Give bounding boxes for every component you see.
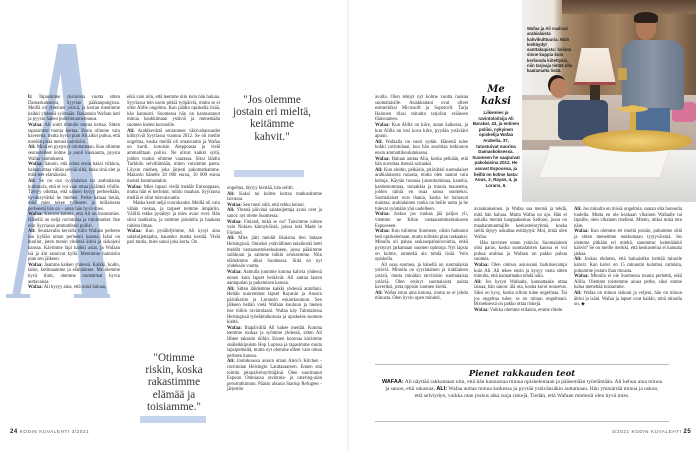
page-gutter — [347, 0, 349, 450]
speaker-label: Wafaa: — [227, 219, 242, 225]
speaker-label: Wafaa: — [227, 202, 242, 208]
pull-quote-2-bar — [140, 416, 206, 423]
paragraph-text: Se on osa syyrialaista tai arabialaista kulttuuria, että et voi vain ottaa ja lähteä vihille. Täytyy odottaa, että nainen kysyy perheeltään, hyväksyvätkö he miehen. Perhe haluaa tietää, mitä mies tekee työkseen ja millaisesta perheestä hän on – onko hän hyvä mies. — [28, 178, 120, 212]
page-number-left: 24 — [10, 429, 18, 435]
speaker-label: Ali: — [574, 290, 582, 296]
paragraph — [574, 229, 682, 257]
speaker-label: Ali: — [574, 257, 582, 263]
paragraph-text: avarakatseinen, ja Wafaa saa mennä ja tehdä, mitä hän haluaa. Mutta Wafaa on ujo. Hän ei uskalla mennä kauppakeskus Selloon, jossa on maahanmuuttajille keskusteluryhmä, koska siellä täytyy uskaltaa esittäytyä: Moi, minä olen Wafaa. — [474, 207, 567, 240]
speaker-label: Ali: — [28, 145, 36, 151]
drop-cap-serif-left — [6, 294, 30, 298]
paragraph — [574, 257, 682, 274]
paragraph-text: Minä en pystynyt odottamaan. Kun olimme seurustelleet kolme ja puoli kuukautta, pyysin Wafaa vaimokseni. — [28, 145, 121, 162]
speaker-label: Ali: — [474, 279, 482, 285]
paragraph — [375, 291, 468, 302]
speaker-label: Wafaa: — [375, 122, 390, 128]
speaker-label: Ali: — [375, 290, 383, 296]
pull-quote-1: "Jos olemme jostain eri mieltä, keitämme kahvit." — [233, 94, 311, 143]
paragraph — [474, 241, 567, 263]
woman-figure — [550, 78, 568, 98]
paragraph-text: Yhtenä päivänä salakuljettaja avasi ovet ja sanoi: nyt olette Suomessa. — [227, 208, 322, 219]
text-column-1 — [28, 95, 120, 291]
paragraph-text: Matka kesti neljä vuorokautta. Meillä oli vain vähän ruokaa, ja tarpeet teimme ämpäriin. Välillä rekka pysähtyi ja mies avasi ovet. Hän siirsi laatikoita, ja saimme jaloitella ja haukata raitista ilmaa. — [127, 201, 220, 229]
paragraph — [28, 263, 120, 285]
speaker-label: Wafaa: — [28, 162, 43, 168]
text-column-5 — [474, 207, 567, 313]
paragraph — [28, 162, 120, 179]
speaker-label: Wafaa: — [227, 269, 242, 275]
speaker-label: Wafaa: — [28, 285, 43, 291]
paragraph-text: Finland, mikä se on? Tunsimme nimen vain Nokian kännyköistä, joissa luki Made in Finland. — [227, 219, 323, 236]
paragraph — [28, 123, 120, 145]
paragraph-text: Jos minulla on töissä ongelmia, saatan olla huonolla tuulella. Mutta en ole koskaan vihainen Wafaalle tai lapsille, olen vihainen itselleni. Mietin, miksi minä tein näin. — [574, 207, 682, 229]
speaker-label: Wafaa: — [375, 229, 390, 235]
speaker-label: Ali: — [127, 128, 135, 134]
man-figure — [622, 40, 684, 110]
paragraph — [375, 212, 468, 229]
speaker-label: Wafaa: — [28, 262, 43, 268]
speaker-label: Ali: — [227, 191, 235, 197]
drop-cap-serif-right — [74, 294, 110, 298]
paragraph-text: Mies lupasi viedä meidät Eurooppaan, mutta hän ei kertonut, mihin maahan. Syyriassa meillä ei ollut tulevaisuutta. — [127, 184, 221, 201]
paragraph — [227, 220, 322, 237]
box-text-ali: Wafaa auttaa minua kaikessa ja pyytää ystävänsäkin auttamaan. Hän ymmärtää minua ja uskoo, että selviydyn, vaikka otan joskus aika isoja riskejä. Tiedän, että Wafaan mielestä olen hyvä mies. — [414, 385, 659, 399]
paragraph — [227, 236, 322, 270]
footer-right-label: 3/2021 KODIN KUVALEHTI — [612, 429, 682, 434]
speaker-label: Wafaa: — [127, 229, 142, 235]
paragraph — [474, 263, 567, 280]
footer-left — [10, 429, 89, 435]
paragraph — [127, 229, 220, 246]
paragraph-text: Kaksi tai kolme kertaa matkustimme laivassa. — [227, 191, 322, 203]
speaker-label: Ali: — [28, 178, 36, 184]
box-text-wafaa: Ali näyttää rakkautaan niin, että hän kannustaa minua opiskelemaan ja pääsemään työelämään. Ali kehuu aina minua ja sanoo, että rakastaa. — [385, 379, 663, 392]
paragraph-text: Joskus ehdotan, että haluaisitko keittää minulle kahvit. Kun kahvi on 15 minuutin kuluttua valmista, puhumme jostain ihan muusta. — [574, 257, 683, 274]
speaker-label: Wafaa: — [28, 212, 43, 218]
paragraph-text: Joskus jos ruokaa jää paljon yli, viemme ne Kilon vastaanottokeskukseen Espooseen. — [375, 212, 469, 229]
paragraph — [28, 229, 120, 263]
paragraph-text: Jaamme kaiken yhdessä. Kaikki, kodin, talon, kotimaamme ja elämämme. Me olemme hyvä tiimi, olemme molemmat hyvin auttavaisia. — [28, 262, 120, 285]
paragraph — [375, 95, 468, 123]
speaker-label: Wafaa: — [127, 184, 142, 190]
box-title: Pienet rakkauden teot — [468, 369, 576, 379]
me-kaksi-sidebar — [472, 84, 520, 188]
paragraph-text: Ali osaa suomea, ja hänellä on suomalaisia ystäviä. Minulla on syyrialainen ja irakilainen ystävä, mutta minäkin tarvitsisin suomalaisia ystäviä. Olen etsinyt suomalaista naista kaveriksi, jotta oppisin suomen kieltä. — [375, 262, 468, 291]
paragraph — [28, 145, 120, 162]
speaker-label: Ali: — [574, 207, 582, 212]
pull-quote-2: "Otimme riskin, koska rakastimme elämää ja toisiamme." — [145, 352, 203, 413]
text-column-3 — [227, 186, 322, 393]
small-acts-of-love-box — [375, 364, 669, 422]
paragraph — [227, 192, 322, 203]
paragraph-text: Aamulla juomme kotona kahvia yhdessä ennen kuin lapset heräävät. Ali auttaa lasten aamupalan ja pukemisen kanssa. — [227, 269, 322, 287]
speaker-label: Ali: — [227, 236, 235, 242]
paragraph-text: Kun tulimme Suomeen, olisin halunnut heti opiskelemaan, mutta tulinkin pian raskaaksi. Minulla oli pahaa raskauspahoinvointia, enkä pystynyt jatkamaan suomen opintoja. Nyt lapsia on kolme, emmekä aio tehdä lisää. Voin opiskella. — [375, 229, 469, 263]
paragraph — [28, 95, 120, 123]
speaker-label: Wafaa: — [574, 274, 589, 280]
paragraph — [375, 140, 468, 157]
paragraph-text: Vaikka olemme erilaisia, emme riitele. — [489, 307, 564, 313]
footer-left-label: KODIN KUVALEHTI 3/2021 — [19, 429, 90, 434]
speaker-label: Wafaa: — [474, 262, 489, 268]
speaker-label: Ali: — [227, 208, 235, 214]
speaker-label: Ali: — [375, 167, 383, 173]
speaker-label: Ali: — [28, 229, 36, 235]
paragraph-text: Ali kysyy aina, että minä haluan, — [43, 285, 107, 291]
text-column-6 — [574, 207, 682, 308]
box-speaker-ali: ALI: — [436, 385, 448, 392]
paragraph-text: Seuraavalla kerralla tulin Wafaan perheen luo kylään oman perheeni kanssa. Isäni on kuollut, joten menin yhdessä äitini ja siskojeni kanssa. Kävimme läpi kaikki asiat, ja Wafaan isä ja äiti sanoivat kyllä. Menimme naimisiin pian sen jälkeen. — [28, 229, 121, 263]
paragraph — [375, 123, 468, 140]
paragraph-text: Mies jätti meidät likaisina tien laitaan Helsingissä. Onneksi ystävällinen taksikuski hetti meidät vastaanottokeskukseen, jossa pääsimme suihkuun ja saimme tulkin avuksemme. Niin elämämme alkoi Suomessa. Siitä on nyt yhdeksän vuotta. — [227, 236, 322, 270]
paragraph-text: Kun Alilla on kiire, autan kaikessa, ja kun Alilla on tosi kova kiire, pyydän ystäviäni apuun. — [375, 122, 469, 140]
paragraph — [574, 207, 682, 229]
paragraph — [574, 291, 682, 308]
paragraph — [375, 157, 468, 168]
paragraph-text: Kun olemme eri mieltä jostain, puhumme siitä ja sitten menemme nukkumaan tyytyväisinä. Jos olemme pitkään eri mieltä, sanomme: keitetäänkö kahvit? Se on meille merkki, että keskustelua ei kannata jatkaa. — [574, 229, 682, 257]
speaker-label: Ali: — [227, 359, 235, 365]
paragraph — [127, 129, 220, 185]
speaker-label: Ali: — [375, 139, 383, 145]
paragraph — [127, 95, 220, 129]
footer-right — [612, 429, 691, 435]
paragraph-text: Jos kysyn Wafaalta, kannattaako ottaa lainaa, hän sanoo: älä ota, koska korot nousevat. Siksi en kysy, koska silloin tulee ongelmaa. Tai jos ongelma tulee, se on minun ongelmani. Bisneksessä on pakko ottaa riskejä. — [474, 279, 567, 308]
paragraph-text: Kerroin kotona, että Ali on bisnesmies. Hänellä on neljä ravintolaa ja minimarket. Itse olin Syyriassa ammatiltani poliisi. — [28, 212, 120, 229]
paragraph — [474, 308, 567, 314]
paragraph-text: Iltapäivällä Ali hakee meidät. Kotona teemme ruokaa ja syömme yhdessä, sitten Ali lähtee takaisin töihin. Ennen koronaa kävimme sisäleikkipuisto Hop Lopissa ja tapasimme muita lapsiperheitä, mutta nyt olemme olleet vain oman perheen kanssa. — [227, 325, 323, 359]
paragraph-text: Ali soitti minulle monta kertaa. Sitten tapasimme monta kertaa. Ensin olimme vain kavereita, mutta hyvin pian Ali alkoi puhua, että meidän pitää mennä naimisiin. — [28, 122, 120, 145]
paragraph-text: Hän tarvitsee oman ystävän. Suomalainen olisi paras, koska suomalaisten kanssa ei voi puhua arabiaa ja Wafaan on pakko puhua suomea. — [474, 240, 567, 263]
paragraph-text: Joulukuussa avasin oman Alexi's Kitchen -ravintolan Helsingin Lauttasaareen. Ennen sitä toimin pitopalveluyrittäjänä. Olen suorittanut Espoon Omniassa ravintola- ja catering-alan perustutkinnon. Pääsin alkuun Startup Refugees -järjestön — [227, 359, 322, 393]
paragraph-text: Sen tunsi siitä, että rekka keinui. — [242, 202, 305, 208]
paragraph — [375, 263, 468, 291]
paragraph — [474, 280, 567, 308]
box-speaker-wafaa: WAFAA: — [381, 379, 404, 385]
paragraph — [375, 168, 468, 213]
lamp-shade — [574, 48, 616, 85]
text-column-4 — [375, 95, 468, 302]
speaker-label: Wafaa: — [227, 325, 242, 331]
speaker-label: Wafaa: — [474, 307, 489, 313]
speaker-label: Ali: — [227, 286, 235, 292]
box-text — [375, 379, 669, 400]
paragraph-text: Tapasimme yksitoista vuotta sitten Damaskoksessa, Syyrian pääkaupungissa. Meillä oli yhteinen ystävä, ja kerran menimme kaikki yhdessä syömään. Rakastuin Wafaan heti ja pyysin hänen puhelinnumeroansa. — [28, 95, 120, 123]
paragraph — [227, 287, 322, 326]
paragraph — [474, 207, 567, 241]
text-column-2 — [127, 95, 220, 246]
paragraph-text: Wafaa on minun siskoni ja veljeni, hän on minun äitini ja isäni. Wafaa ja lapset ovat kaikki, mitä minulla on. ◆ — [574, 290, 682, 308]
pull-quote-1-bar — [234, 170, 304, 177]
speaker-label: Wafaa: — [574, 229, 589, 235]
page-number-right: 25 — [683, 429, 692, 435]
paragraph-text: Wafaa istuu aina kotona, mutta se ei johdu minusta. Olen hyvin open minded, — [375, 290, 468, 302]
paragraph-text: eikä vain niin, että teemme niin kuin hän haluaa. Syyriassa tein usein pitkiä työpäiviä, mutta se ei ollut Alille ongelma. Kun päätin opiskella lisää, hän kannusti. Suomessa hän on kannustanut minua hankkimaan ystäviä ja menemään suomen kielen kursseille. — [127, 95, 220, 128]
paragraph — [28, 285, 120, 291]
paragraph — [127, 201, 220, 229]
paragraph — [127, 185, 220, 202]
paragraph-text: Minulla ei ole Suomessa muuta perhettä, eikä Alilla. Olemme toistemme ainoa perhe, siksi emme halua menettää toisiamme. — [574, 274, 682, 291]
paragraph-text: Olen omissa asioissani harkitsevampi kuin Ali. Ali tekee ensin ja kysyy vasta sitten minulta, että kannattaako tehdä näin. — [474, 262, 568, 280]
paragraph-text: Wafaalla on suuri sydän. Hänestä tulee kokki ravintolaan, kun hän suorittaa tutkinnon ensin ammattikoulutuksena. — [375, 139, 468, 156]
coffee-tray — [582, 130, 692, 152]
speaker-label: Wafaa: — [375, 156, 390, 162]
paragraph — [227, 359, 322, 393]
paragraph-text: avulla. Olen tehnyt nyt kolme vuotta ruokaa suomalaisille. Asiakkaitani ovat olleet esimerkiksi Microsoft ja Supercell. Tarja Halonen tilasi minulta tarjoilut erääseen tilaisuuteen. — [375, 95, 468, 123]
paragraph-text: Sanoin, että odota ensin kaksi viikkoa, haluan ottaa vähän selvää siitä, kuka sinä olet ja mitä teet elämässäsi. — [28, 162, 120, 179]
paragraph — [227, 326, 322, 360]
speaker-label: Wafaa: — [375, 212, 390, 218]
paragraph-text: Arabikevättä seuranneet väkivaltaisuudet kiihtyivät Syyriassa vuonna 2012. Se oli meille ongelma, koska meillä oli omaisuutta ja Wafaa on kurdi, kotoisin Aleppoasta ja vielä ammatiltaan poliisi. Ne olivat kaikki syitä, joiden vuoksi olimme vaarassa. Siksi lähdin Turkkiin selvittämään, miten voisimme paeta. Löysin miehen, joka järjesti pakomatkamme. Maksoin hänelle 20 000 euroa, 10 000 euroa meistä kummastakin. — [127, 128, 220, 184]
sidebar-title: Me kaksi — [481, 84, 511, 107]
paragraph — [227, 270, 322, 287]
paragraph-text: ongelma, täytyy kiertää, hän selitti. — [227, 186, 294, 191]
paragraph — [28, 212, 120, 229]
sidebar-text: Liikemies ja ravintoloitsija Ali Barakat, 43, ja entinen poliisi, nykyinen opiskelija Wafaa Arabelia, 37, tutustuivat nuorina Damaskoksessa. Suomeen he saapuivat pakolaisina 2012. He asuvat Espoossa, ja heillä on kolme lasta: Aous, 3, Rayan, 4, ja Lorans, 6. — [472, 110, 520, 188]
photo-caption: Wafaa ja Ali vaalivat arabialaista kahvikulttuuria. Näin kieltäydyt santtakupista: heiluta sinne kuppia kuin kerkunda kiitettyäsi, niin tarjoaja tietää olla kaatamatta lisää. — [527, 26, 573, 74]
paragraph-text: Haluan auttaa Alia, koska pelkään, että hän uuvuttaa itsensä sairaaksi. — [375, 156, 469, 168]
paragraph-text: Kun pysähdyimme, Ali kysyi aina salakuljettajalta, kauanko matka kestää. Vielä pari tuntia, mies sanoi joka kerta. On — [127, 229, 221, 246]
paragraph — [28, 179, 120, 213]
speaker-label: Wafaa: — [28, 122, 43, 128]
speaker-label: li: — [28, 95, 33, 100]
paragraph — [574, 274, 682, 291]
paragraph — [375, 229, 468, 263]
paragraph — [227, 208, 322, 219]
paragraph-text: Kun aloitin, pelkäsin, pitävätkö suomalaiset arabialaisesta ruoasta, mutta olen saanut vain kehuja. Käytän ruoassa juustokuminaa, kanelia, kardemummaa, sumakkia ja monia mausteita, joiden nimiä en osaa sanoa suomeksi. Suomalaiset ovat ihania, koska he haluavat maistaa, arabialainen ruoka on heille uutta ja he tulevat syömään yhä uudelleen. — [375, 167, 468, 212]
paragraph-text: Sitten lähdemme kaikki yhdessä autollani. Heitän nuoremmat lapset Rayanin ja Aousin päiväkotiin ja Loransin eskarikouluun. Sen jälkeen heitän vielä Wafaan kouluun ja menen itse töihin ravintolaani. Wafaa käy Taitotalossa Helsingissä työelämäkurssia ja opiskelee suomen kieltä. — [227, 286, 323, 326]
